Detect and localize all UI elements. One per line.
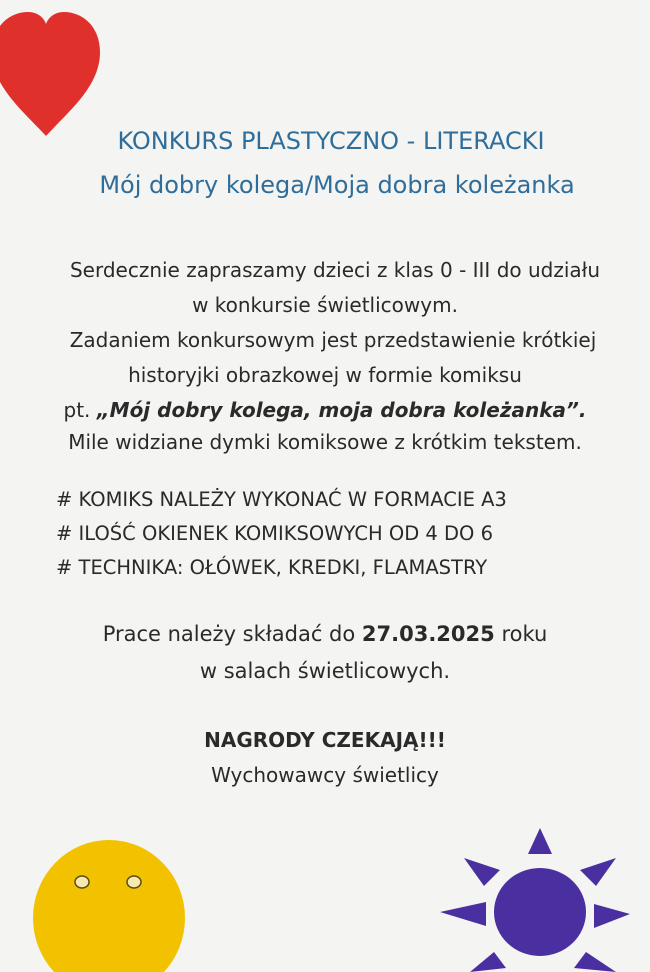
rule-item: # KOMIKS NALEŻY WYKONAĆ W FORMACIE A3 bbox=[56, 488, 507, 511]
prizes-announcement: NAGRODY CZEKAJĄ!!! bbox=[204, 728, 446, 752]
intro-line-1: Serdecznie zapraszamy dzieci z klas 0 - III do udziału bbox=[69, 258, 601, 282]
deadline-prefix: Prace należy składać do bbox=[102, 622, 362, 646]
contest-subtitle: Mój dobry kolega/Moja dobra koleżanka bbox=[99, 171, 575, 199]
intro-line-2: w konkursie świetlicowym. bbox=[192, 293, 458, 317]
intro-line-4: historyjki obrazkowej w formie komiksu bbox=[128, 363, 522, 387]
smiley-icon bbox=[30, 836, 188, 972]
deadline-suffix: roku bbox=[494, 622, 548, 646]
deadline-block bbox=[0, 616, 650, 690]
deadline-line-2: w salach świetlicowych. bbox=[199, 659, 451, 683]
contest-title: KONKURS PLASTYCZNO - LITERACKI bbox=[117, 127, 545, 155]
deadline-line-1 bbox=[0, 616, 650, 653]
signature: Wychowawcy świetlicy bbox=[211, 763, 439, 787]
intro-line-3: Zadaniem konkursowym jest przedstawienie krótkiej bbox=[69, 328, 597, 352]
rule-item: # ILOŚĆ OKIENEK KOMIKSOWYCH OD 4 DO 6 bbox=[56, 522, 493, 545]
rules-list bbox=[56, 483, 507, 585]
intro-prefix: pt. bbox=[63, 398, 97, 422]
sun-icon bbox=[430, 820, 650, 972]
rule-item: # TECHNIKA: OŁÓWEK, KREDKI, FLAMASTRY bbox=[56, 556, 488, 579]
comic-title: „Mój dobry kolega, moja dobra koleżanka”. bbox=[96, 398, 587, 422]
intro-line-5 bbox=[0, 393, 650, 428]
intro-line-6: Mile widziane dymki komiksowe z krótkim tekstem. bbox=[68, 430, 582, 454]
deadline-date: 27.03.2025 bbox=[361, 622, 495, 646]
heart-icon bbox=[0, 8, 100, 136]
